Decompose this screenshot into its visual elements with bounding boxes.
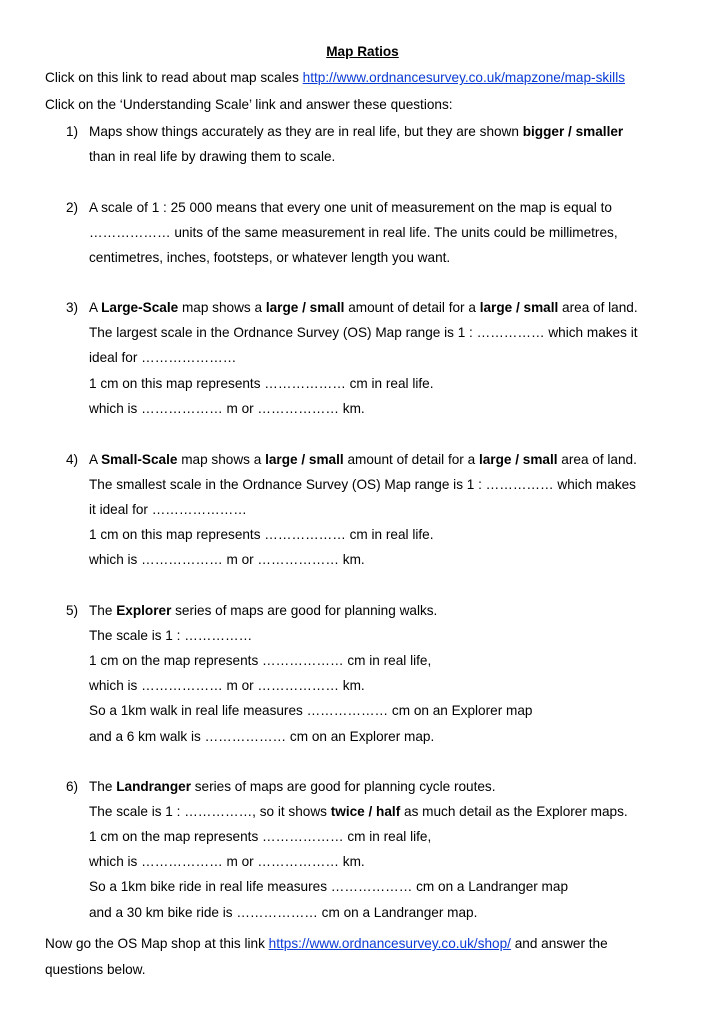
- question-4-line-3: it ideal for …………………: [89, 502, 247, 517]
- question-4-line-2: The smallest scale in the Ordnance Survey (OS) Map range is 1 : …………… which makes: [89, 477, 636, 492]
- question-6-number: 6): [66, 779, 79, 794]
- q1-choice: bigger / smaller: [522, 124, 624, 139]
- q3-d: large / small: [265, 300, 345, 315]
- os-shop-link[interactable]: https://www.ordnancesurvey.co.uk/shop/: [268, 936, 511, 951]
- q4-b: Small-Scale: [101, 452, 178, 467]
- question-1-line-2: than in real life by drawing them to scale.: [89, 149, 336, 164]
- q3-b: Large-Scale: [101, 300, 179, 315]
- q6-a: The: [89, 779, 117, 794]
- q4-d: large / small: [265, 452, 344, 467]
- page-title: Map Ratios: [326, 44, 399, 59]
- question-5-line-2: The scale is 1 : ……………: [89, 628, 253, 643]
- q6-l2b: twice / half: [330, 804, 401, 819]
- question-4-line-1: [89, 450, 637, 470]
- question-5-line-5: So a 1km walk in real life measures ……………… cm on an Explorer map: [89, 703, 533, 718]
- question-2-line-2: ……………… units of the same measurement in real life. The units could be millimetres,: [89, 225, 618, 240]
- question-4-line-5: which is ……………… m or ……………… km.: [89, 552, 365, 567]
- question-3-line-1: [89, 298, 638, 318]
- question-5-line-6: and a 6 km walk is ……………… cm on an Explorer map.: [89, 729, 435, 744]
- q4-e: amount of detail for a: [343, 452, 479, 467]
- q4-c: map shows a: [177, 452, 266, 467]
- question-3-line-3: ideal for …………………: [89, 350, 237, 365]
- outro-text: Now go the OS Map shop at this link: [45, 936, 269, 951]
- question-6-line-3: 1 cm on the map represents ……………… cm in real life,: [89, 829, 432, 844]
- question-2-number: 2): [66, 200, 79, 215]
- outro-line-2: questions below.: [45, 962, 146, 977]
- question-1-number: 1): [66, 124, 79, 139]
- map-skills-link[interactable]: http://www.ordnancesurvey.co.uk/mapzone/map-skills: [302, 70, 626, 85]
- question-4-line-4: 1 cm on this map represents ……………… cm in real life.: [89, 527, 434, 542]
- question-5-line-3: 1 cm on the map represents ……………… cm in real life,: [89, 653, 432, 668]
- q6-l2a: The scale is 1 : ……………, so it shows: [89, 804, 331, 819]
- question-3-line-4: 1 cm on this map represents ……………… cm in real life.: [89, 376, 434, 391]
- question-6-line-5: So a 1km bike ride in real life measures ……………… cm on a Landranger map: [89, 879, 569, 894]
- q3-e: amount of detail for a: [344, 300, 480, 315]
- question-3-line-2: The largest scale in the Ordnance Survey (OS) Map range is 1 : …………… which makes it: [89, 325, 638, 340]
- question-5-line-1: [89, 601, 437, 621]
- q5-a: The: [89, 603, 117, 618]
- question-3-line-5: which is ……………… m or ……………… km.: [89, 401, 365, 416]
- q4-g: area of land.: [557, 452, 637, 467]
- question-5-line-4: which is ……………… m or ……………… km.: [89, 678, 365, 693]
- q1-text: Maps show things accurately as they are in real life, but they are shown: [89, 124, 523, 139]
- intro-line-2: Click on the ‘Understanding Scale’ link and answer these questions:: [45, 97, 453, 112]
- q3-a: A: [89, 300, 102, 315]
- q6-b: Landranger: [116, 779, 191, 794]
- q4-a: A: [89, 452, 102, 467]
- question-1-line-1: [89, 122, 623, 142]
- intro-text: Click on this link to read about map scales: [45, 70, 303, 85]
- question-5-number: 5): [66, 603, 79, 618]
- q3-g: area of land.: [558, 300, 638, 315]
- question-6-line-1: [89, 777, 496, 797]
- q3-f: large / small: [479, 300, 559, 315]
- outro-text-end: and answer the: [510, 936, 608, 951]
- q3-c: map shows a: [178, 300, 266, 315]
- outro-line-1: [45, 934, 608, 954]
- question-3-number: 3): [66, 300, 79, 315]
- question-2-line-1: A scale of 1 : 25 000 means that every one unit of measurement on the map is equal to: [89, 200, 612, 215]
- q5-b: Explorer: [116, 603, 172, 618]
- intro-line-1: [45, 68, 625, 88]
- question-2-line-3: centimetres, inches, footsteps, or whatever length you want.: [89, 250, 451, 265]
- q5-c: series of maps are good for planning walks.: [171, 603, 438, 618]
- question-6-line-4: which is ……………… m or ……………… km.: [89, 854, 365, 869]
- question-6-line-2: [89, 802, 628, 822]
- q4-f: large / small: [478, 452, 558, 467]
- question-4-number: 4): [66, 452, 79, 467]
- q6-c: series of maps are good for planning cycle routes.: [190, 779, 496, 794]
- question-6-line-6: and a 30 km bike ride is ……………… cm on a Landranger map.: [89, 905, 478, 920]
- q6-l2c: as much detail as the Explorer maps.: [400, 804, 628, 819]
